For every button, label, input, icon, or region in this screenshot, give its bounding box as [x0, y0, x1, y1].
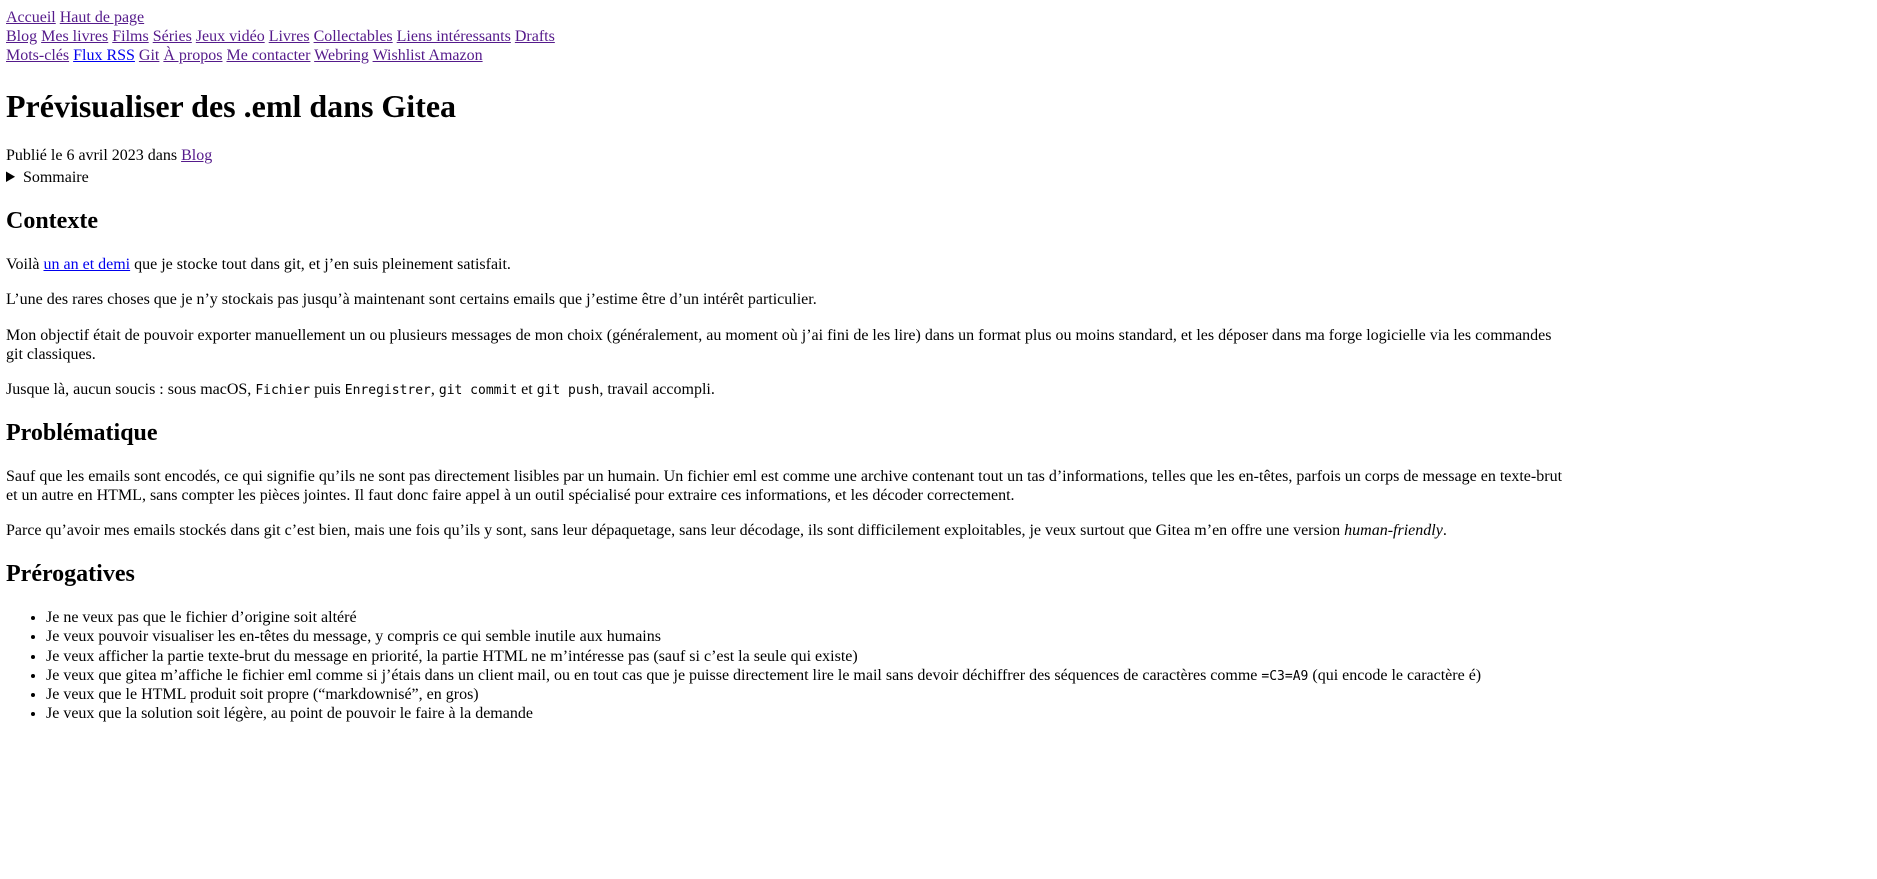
nav-link-jeux-video[interactable]: Jeux vidéo — [195, 28, 265, 46]
list-item — [46, 647, 1562, 666]
post-meta — [6, 146, 1562, 165]
text-segment: L’une des rares choses que je n’y stockais pas jusqu’à maintenant sont certains emails que j’estime être d’un intérêt particulier. — [6, 291, 817, 309]
text-segment: Je veux afficher la partie texte-brut du message en priorité, la partie HTML ne m’intéresse pas (sauf si c’est la seule qui existe) — [46, 647, 858, 665]
paragraph-problematique-2 — [6, 521, 1562, 540]
inline-code-git-commit: git commit — [438, 382, 518, 398]
paragraph-problematique-1 — [6, 467, 1562, 505]
paragraph-contexte-3 — [6, 326, 1562, 364]
nav-link-haut-de-page[interactable]: Haut de page — [59, 9, 145, 26]
article — [6, 87, 1562, 724]
nav-link-git[interactable]: Git — [138, 47, 160, 65]
nav-link-livres[interactable]: Livres — [268, 28, 310, 46]
heading-prerogatives: Prérogatives — [6, 561, 135, 588]
list-item — [46, 666, 1562, 685]
text-segment: . — [1442, 522, 1447, 540]
meta-blog-link[interactable]: Blog — [181, 146, 213, 164]
list-item — [46, 608, 1562, 627]
nav-link-mots-cles[interactable]: Mots-clés — [6, 47, 70, 65]
nav-row-misc — [6, 46, 1562, 65]
post-meta-text: Publié le 6 avril 2023 dans — [6, 146, 182, 164]
text-segment: et — [517, 380, 537, 398]
text-segment: Je veux que gitea m’affiche le fichier eml comme si j’étais dans un client mail, ou en tout cas que je puisse directement lire le mail sans devoir déchiffrer des séquences de caractères comme — [46, 666, 1262, 684]
text-segment: Je ne veux pas que le fichier d’origine soit altéré — [46, 609, 357, 627]
nav-link-collectables[interactable]: Collectables — [313, 28, 393, 46]
nav-link-me-contacter[interactable]: Me contacter — [226, 47, 311, 65]
text-segment: Jusque là, aucun soucis : sous macOS, — [6, 380, 256, 398]
text-segment: , travail accompli. — [599, 380, 715, 398]
text-segment: Je veux que la solution soit légère, au point de pouvoir le faire à la demande — [46, 705, 533, 723]
text-segment: (qui encode le caractère é) — [1308, 666, 1482, 684]
inline-code-quoted-printable: =C3=A9 — [1261, 668, 1309, 684]
site-nav — [6, 8, 1562, 66]
heading-contexte: Contexte — [6, 208, 98, 235]
nav-link-accueil[interactable]: Accueil — [6, 9, 56, 26]
paragraph-contexte-2 — [6, 290, 1562, 309]
inline-link-un-an-et-demi[interactable]: un an et demi — [43, 256, 131, 274]
text-segment: Voilà — [6, 256, 44, 274]
list-item — [46, 704, 1562, 723]
list-item — [46, 685, 1562, 704]
text-segment: puis — [310, 380, 345, 398]
nav-link-webring[interactable]: Webring — [314, 47, 369, 65]
summary-toggle[interactable]: Sommaire — [22, 169, 89, 187]
heading-problematique: Problématique — [6, 420, 158, 447]
nav-row-sections — [6, 27, 1562, 46]
text-segment: Mon objectif était de pouvoir exporter manuellement un ou plusieurs messages de mon choix (généralement, au moment où j’ai fini de les lire) dans un format plus ou moins standard, et les déposer dans ma forge logicielle via les commandes git classiques. — [6, 326, 1552, 363]
nav-row-utility — [6, 8, 1562, 27]
paragraph-contexte-1 — [6, 255, 1562, 274]
prerogatives-list — [6, 608, 1562, 723]
text-segment: Parce qu’avoir mes emails stockés dans git c’est bien, mais une fois qu’ils y sont, sans leur dépaquetage, sans leur décodage, ils sont difficilement exploitables, je veux surtout que Gitea m’en offre une version — [6, 522, 1345, 540]
nav-link-liens-interessants[interactable]: Liens intéressants — [396, 28, 511, 46]
nav-link-wishlist-amazon[interactable]: Wishlist Amazon — [372, 47, 483, 65]
nav-link-flux-rss[interactable]: Flux RSS — [73, 47, 135, 65]
page-title: Prévisualiser des .eml dans Gitea — [6, 87, 457, 124]
summary-disclosure — [6, 168, 1562, 187]
page — [6, 8, 1562, 723]
inline-code-enregistrer: Enregistrer — [344, 382, 431, 398]
text-segment: que je stocke tout dans git, et j’en suis pleinement satisfait. — [130, 256, 511, 274]
list-item — [46, 627, 1562, 646]
text-segment: Sauf que les emails sont encodés, ce qui signifie qu’ils ne sont pas directement lisibles par un humain. Un fichier eml est comme une archive contenant tout un tas d’informations, telles que les en-têtes, parfois un corps de message en texte-brut et un autre en HTML, sans compter les pièces jointes. Il faut donc faire appel à un outil spécialisé pour extraire ces informations, et les décoder correctement. — [6, 467, 1563, 505]
nav-link-drafts[interactable]: Drafts — [514, 28, 555, 46]
paragraph-contexte-4 — [6, 380, 1562, 399]
text-segment: Je veux pouvoir visualiser les en-têtes du message, y compris ce qui semble inutile aux humains — [46, 628, 661, 646]
emphasis-human-friendly: human-friendly — [1344, 522, 1443, 540]
nav-link-series[interactable]: Séries — [152, 28, 192, 46]
nav-link-films[interactable]: Films — [112, 28, 149, 46]
nav-link-blog[interactable]: Blog — [6, 28, 38, 46]
nav-link-mes-livres[interactable]: Mes livres — [41, 28, 109, 46]
text-segment: Je veux que le HTML produit soit propre (“markdownisé”, en gros) — [46, 685, 479, 703]
text-segment: , — [430, 380, 439, 398]
nav-link-a-propos[interactable]: À propos — [163, 47, 223, 65]
inline-code-git-push: git push — [536, 382, 600, 398]
inline-code-fichier: Fichier — [255, 382, 311, 398]
